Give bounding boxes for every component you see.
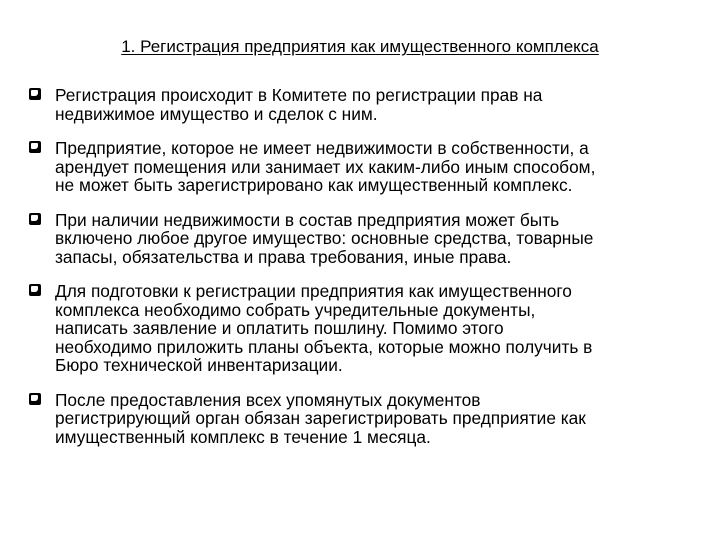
bullet-icon xyxy=(29,141,41,153)
bullet-item xyxy=(28,139,692,195)
bullet-text-line: При наличии недвижимости в состав предприятия может быть xyxy=(55,209,560,230)
bullet-item xyxy=(28,282,692,375)
bullet-text-line: Предприятие, которое не имеет недвижимости в собственности, а xyxy=(55,138,589,158)
bullet-icon xyxy=(29,213,41,225)
bullet-text-line: необходимо приложить планы объекта, которые можно получить в xyxy=(55,336,593,357)
bullet-item xyxy=(28,391,692,447)
bullet-text-line: Регистрация происходит в Комитете по регистрации прав на xyxy=(55,85,543,105)
bullet-text-line: имущественный комплекс в течение 1 месяца. xyxy=(55,426,431,447)
bullet-text-line: Для подготовки к регистрации предприятия как имущественного xyxy=(55,281,572,301)
bullet-text-line: После предоставления всех упомянутых документов xyxy=(55,389,481,410)
bullet-text-line: Бюро технической инвентаризации. xyxy=(55,355,343,375)
bullet-text-line: регистрирующий орган обязан зарегистрировать предприятие как xyxy=(55,408,586,428)
bullet-text-line: включено любое другое имущество: основные средства, товарные xyxy=(55,228,594,248)
bullet-icon xyxy=(29,284,41,296)
bullet-text-line: недвижимое имущество и сделок с ним. xyxy=(55,103,378,124)
bullet-text-line: написать заявление и оплатить пошлину. Помимо этого xyxy=(55,318,504,338)
bullet-item xyxy=(28,211,692,267)
bullet-list xyxy=(28,86,692,462)
bullet-text-line: комплекса необходимо собрать учредительные документы, xyxy=(55,299,536,320)
bullet-text-line: не может быть зарегистрировано как имущественный комплекс. xyxy=(55,175,573,195)
bullet-item xyxy=(28,86,692,123)
slide-title: 1. Регистрация предприятия как имущественного комплекса xyxy=(121,37,599,56)
bullet-text-line: запасы, обязательства и права требования, иные права. xyxy=(55,246,512,267)
bullet-text-line: арендует помещения или занимает их каким-либо иным способом, xyxy=(55,156,596,177)
bullet-icon xyxy=(29,88,41,100)
bullet-icon xyxy=(29,393,41,405)
